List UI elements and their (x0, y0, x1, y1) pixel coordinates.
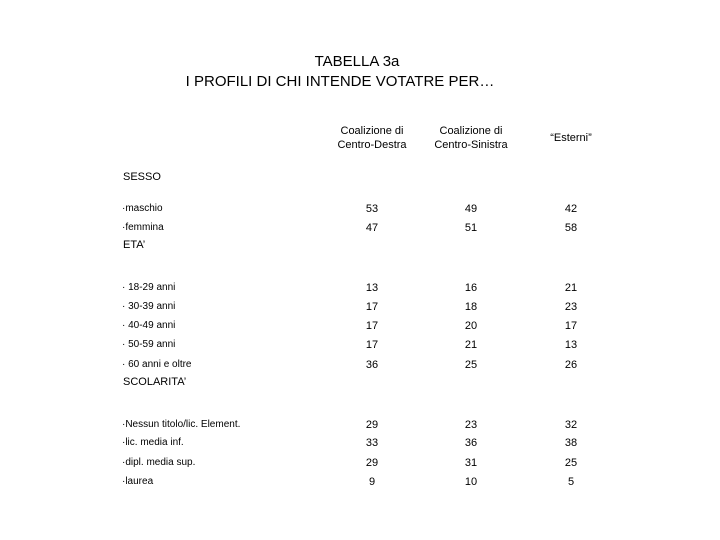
row-label: ·maschio (122, 203, 163, 214)
cell-value: 38 (564, 437, 578, 449)
cell-value: 58 (564, 222, 578, 234)
cell-value: 9 (368, 476, 376, 488)
row-label: ·Nessun titolo/lic. Element. (122, 419, 241, 430)
cell-value: 5 (567, 476, 575, 488)
cell-value: 23 (464, 419, 478, 431)
cell-value: 17 (365, 320, 379, 332)
cell-value: 13 (564, 339, 578, 351)
cell-value: 31 (464, 457, 478, 469)
column-header-centro-destra (317, 124, 427, 152)
cell-value: 36 (464, 437, 478, 449)
row-label: ·femmina (122, 222, 164, 233)
section-header-sesso: SESSO (123, 171, 161, 183)
cell-value: 17 (365, 339, 379, 351)
cell-value: 47 (365, 222, 379, 234)
row-label: ·dipl. media sup. (122, 457, 196, 468)
cell-value: 29 (365, 457, 379, 469)
cell-value: 25 (464, 359, 478, 371)
row-label: · 50-59 anni (122, 339, 176, 350)
cell-value: 51 (464, 222, 478, 234)
cell-value: 33 (365, 437, 379, 449)
cell-value: 25 (564, 457, 578, 469)
cell-value: 20 (464, 320, 478, 332)
column-header-line1: Coalizione di (340, 125, 404, 137)
row-label: · 18-29 anni (122, 282, 176, 293)
row-label: · 60 anni e oltre (122, 359, 192, 370)
column-header-line2: Centro-Sinistra (434, 139, 508, 151)
section-header-scolarita: SCOLARITA’ (123, 376, 187, 388)
cell-value: 42 (564, 203, 578, 215)
column-header-line1: “Esterni” (550, 132, 592, 144)
column-header-centro-sinistra (416, 124, 526, 152)
column-header-esterni (516, 131, 626, 145)
row-label: ·laurea (122, 476, 154, 487)
cell-value: 49 (464, 203, 478, 215)
cell-value: 17 (564, 320, 578, 332)
cell-value: 26 (564, 359, 578, 371)
row-label: · 40-49 anni (122, 320, 176, 331)
cell-value: 36 (365, 359, 379, 371)
row-label: ·lic. media inf. (122, 437, 184, 448)
cell-value: 21 (464, 339, 478, 351)
cell-value: 18 (464, 301, 478, 313)
cell-value: 13 (365, 282, 379, 294)
cell-value: 23 (564, 301, 578, 313)
table-subtitle: I PROFILI DI CHI INTENDE VOTATRE PER… (185, 73, 495, 90)
cell-value: 10 (464, 476, 478, 488)
cell-value: 21 (564, 282, 578, 294)
cell-value: 29 (365, 419, 379, 431)
table-title: TABELLA 3a (314, 53, 400, 70)
cell-value: 16 (464, 282, 478, 294)
cell-value: 17 (365, 301, 379, 313)
column-header-line2: Centro-Destra (337, 139, 407, 151)
column-header-line1: Coalizione di (439, 125, 503, 137)
cell-value: 53 (365, 203, 379, 215)
row-label: · 30-39 anni (122, 301, 176, 312)
cell-value: 32 (564, 419, 578, 431)
section-header-eta: ETA’ (123, 239, 146, 251)
